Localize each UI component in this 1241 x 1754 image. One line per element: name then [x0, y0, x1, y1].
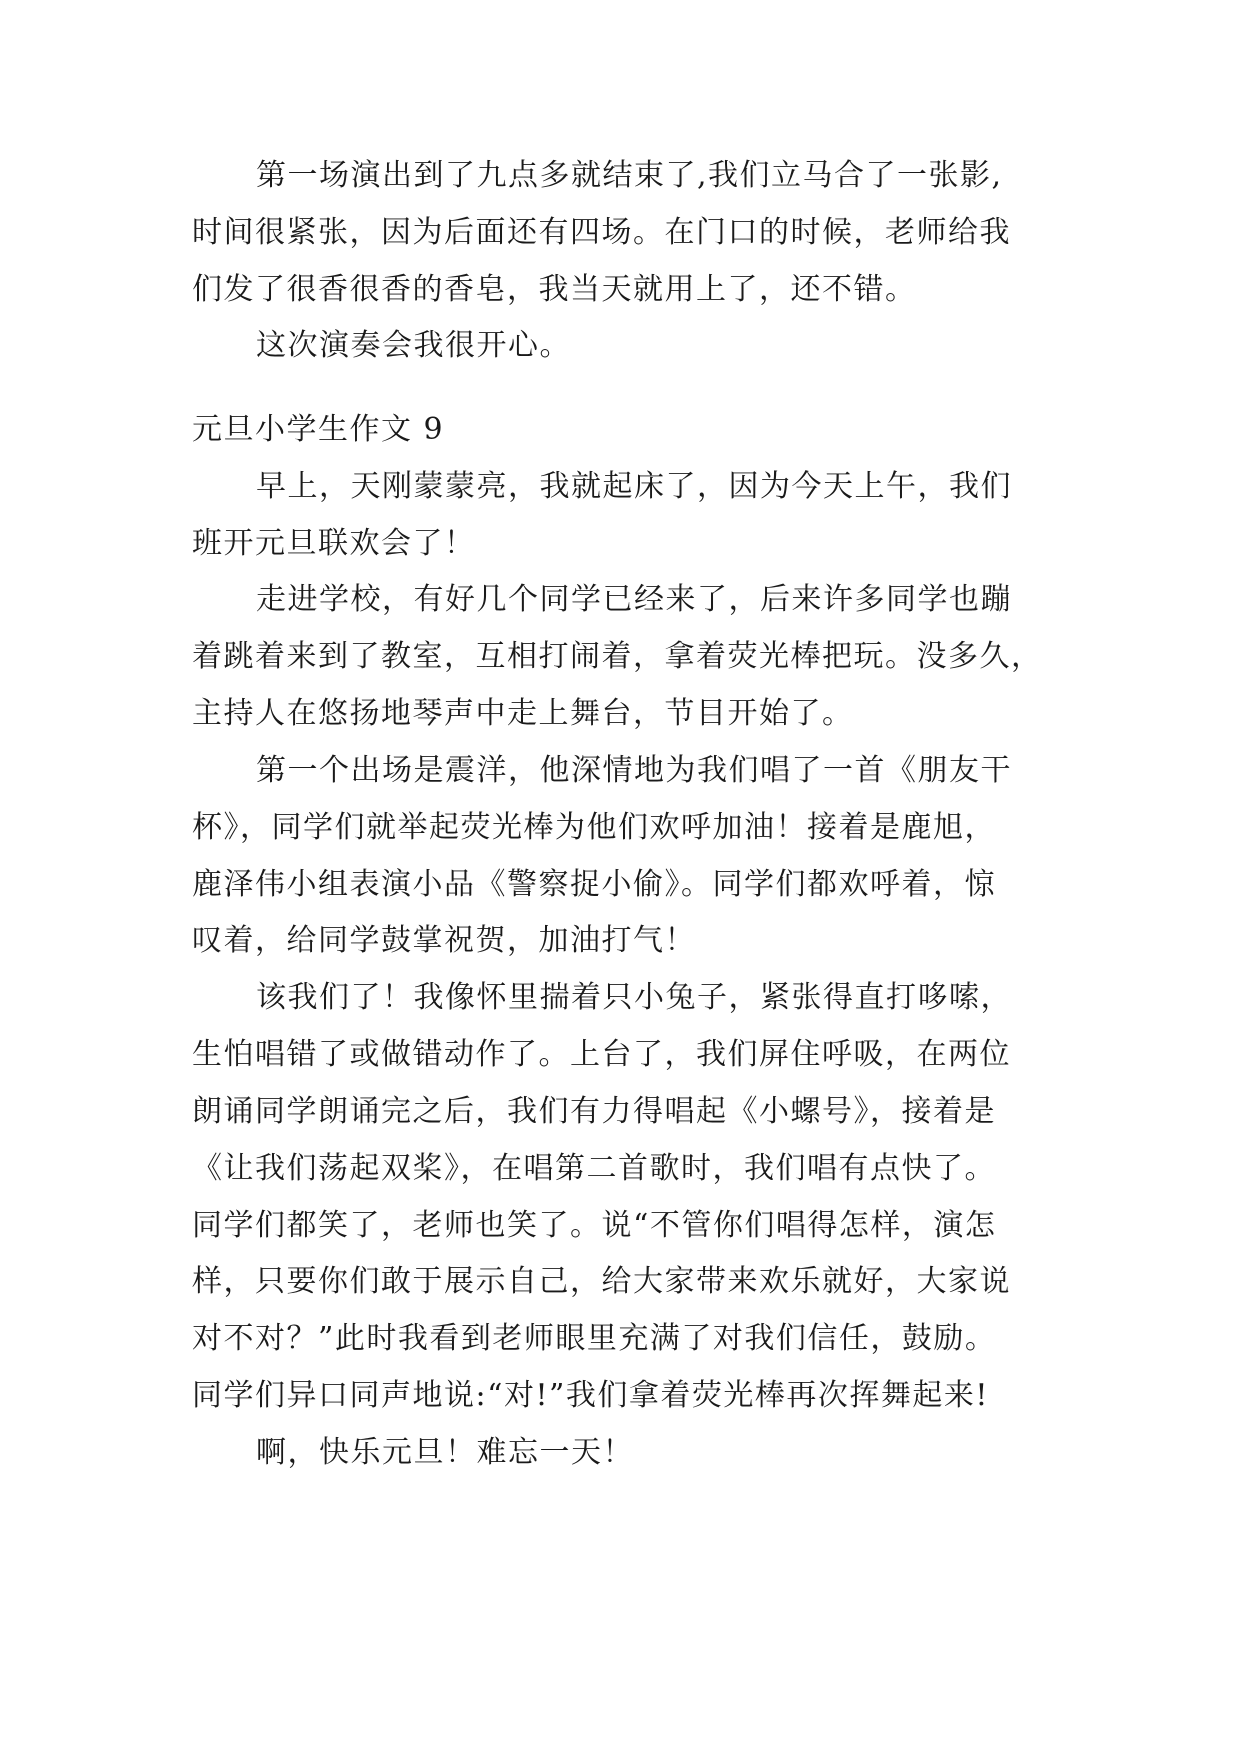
paragraph-line: 早上，天刚蒙蒙亮，我就起床了，因为今天上午，我们 [256, 469, 1012, 504]
paragraph-line: 们发了很香很香的香皂，我当天就用上了，还不错。 [192, 272, 917, 307]
paragraph-line: 啊，快乐元旦！难忘一天！ [256, 1435, 634, 1470]
paragraph-line: 主持人在悠扬地琴声中走上舞台，节目开始了。 [192, 696, 854, 731]
paragraph-line: 第一个出场是震洋，他深情地为我们唱了一首《朋友干 [256, 753, 1012, 788]
paragraph-line: 《让我们荡起双桨》，在唱第二首歌时，我们唱有点快了。 [192, 1151, 996, 1186]
paragraph-line: 同学们异口同声地说:“对!”我们拿着荧光棒再次挥舞起来! [192, 1378, 989, 1413]
section-heading: 元旦小学生作文 9 [192, 412, 445, 447]
paragraph-line: 生怕唱错了或做错动作了。上台了，我们屏住呼吸，在两位 [192, 1037, 1011, 1072]
paragraph-line: 第一场演出到了九点多就结束了,我们立马合了一张影, [256, 158, 1003, 193]
paragraph-line: 朗诵同学朗诵完之后，我们有力得唱起《小螺号》，接着是 [192, 1094, 996, 1129]
paragraph-line: 同学们都笑了，老师也笑了。说“不管你们唱得怎样，演怎 [192, 1208, 997, 1243]
paragraph-line: 杯》，同学们就举起荧光棒为他们欢呼加油！接着是鹿旭， [192, 810, 996, 845]
paragraph-line: 样，只要你们敢于展示自己，给大家带来欢乐就好，大家说 [192, 1264, 1011, 1299]
paragraph-line: 该我们了！我像怀里揣着只小兔子，紧张得直打哆嗦， [256, 980, 1012, 1015]
paragraph-line: 时间很紧张，因为后面还有四场。在门口的时候，老师给我 [192, 215, 1011, 250]
paragraph-line: 对不对？”此时我看到老师眼里充满了对我们信任，鼓励。 [192, 1321, 997, 1356]
paragraph-line: 走进学校，有好几个同学已经来了，后来许多同学也蹦 [256, 582, 1012, 617]
paragraph-line: 班开元旦联欢会了！ [192, 526, 476, 561]
paragraph-line: 鹿泽伟小组表演小品《警察捉小偷》。同学们都欢呼着，惊 [192, 867, 996, 902]
paragraph-line: 叹着，给同学鼓掌祝贺，加油打气！ [192, 923, 696, 958]
paragraph-line: 着跳着来到了教室，互相打闹着，拿着荧光棒把玩。没多久， [192, 639, 1043, 674]
paragraph-line: 这次演奏会我很开心。 [256, 328, 571, 363]
